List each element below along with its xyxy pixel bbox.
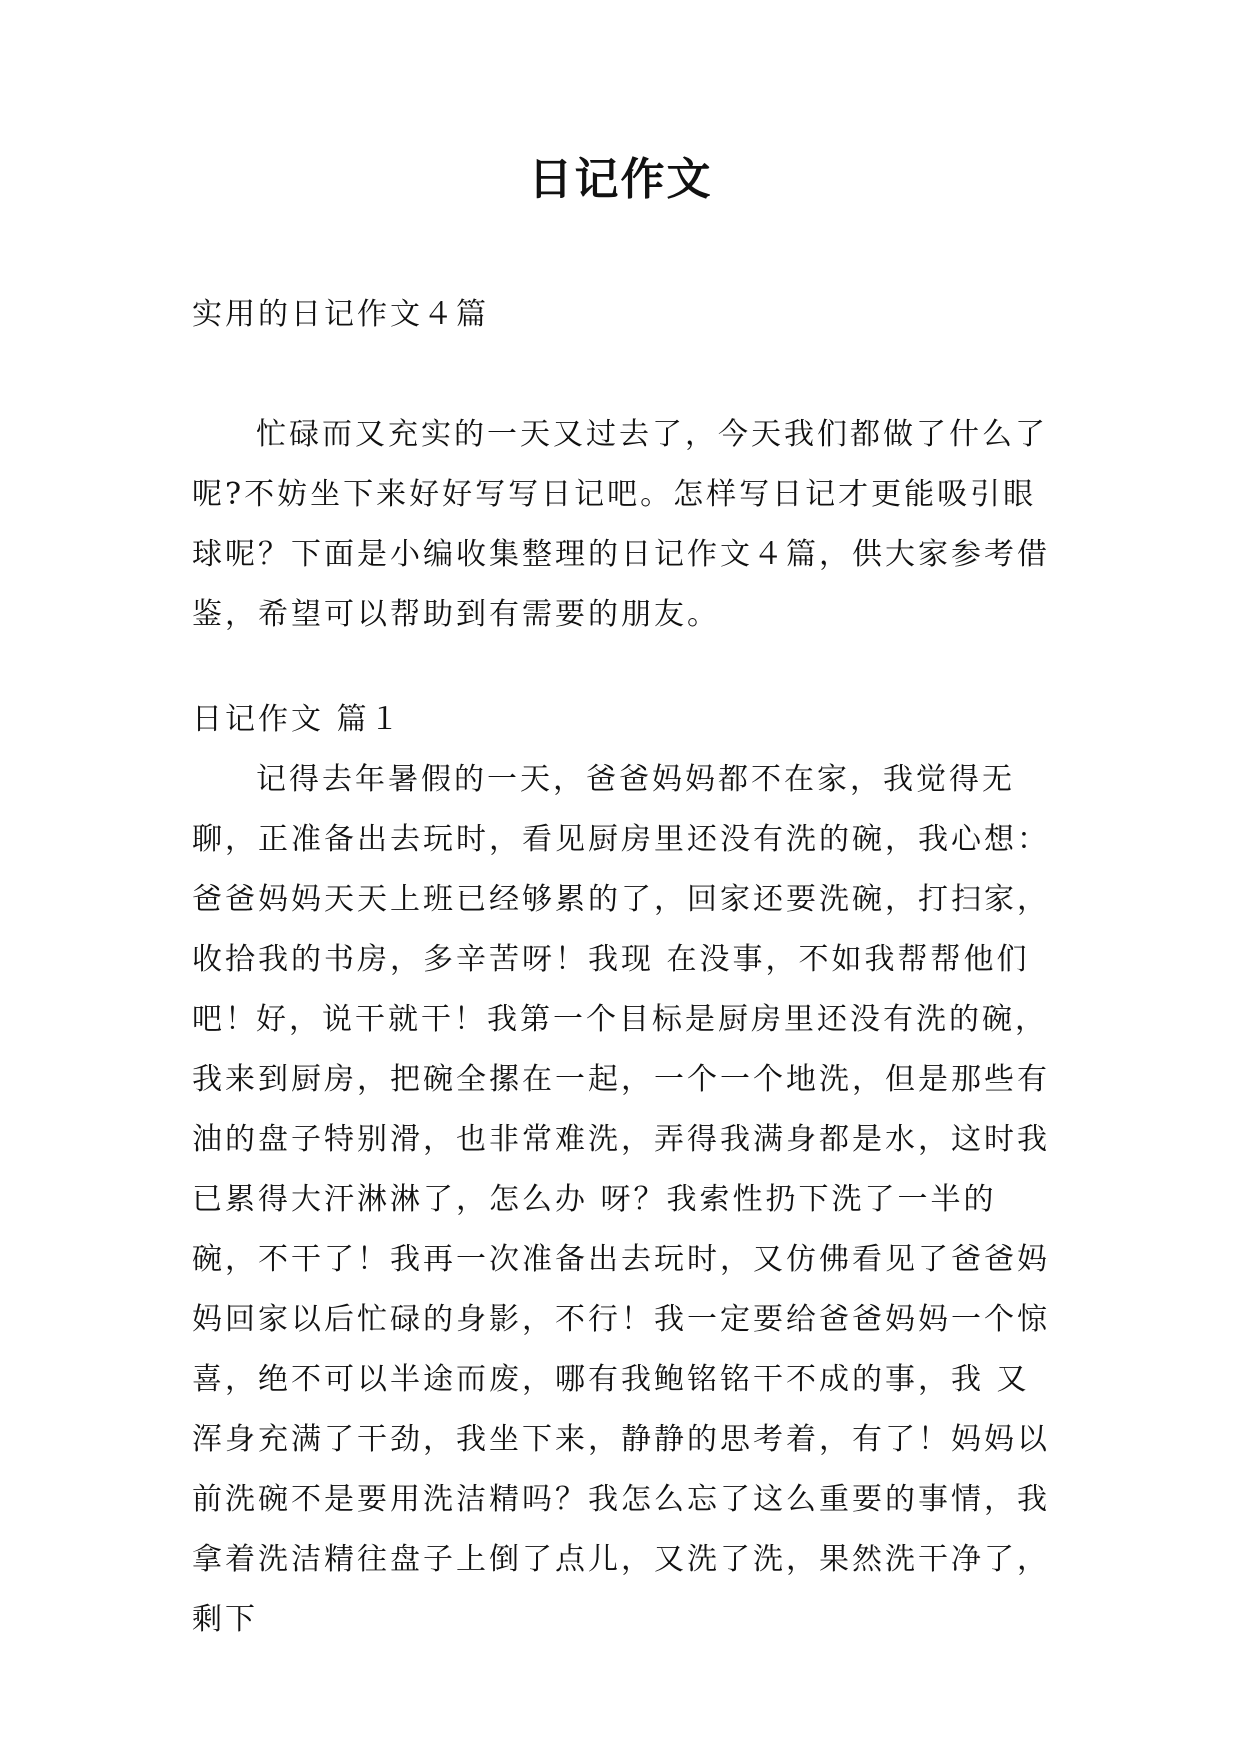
document-subtitle: 实用的日记作文４篇 xyxy=(192,297,489,332)
body-paragraph-2: 好，说干就干！我第一个目标是厨房里还没有洗的碗，我来到厨房，把碗全摞在一起，一个一个地洗，但是那些有油的盘子特别滑，也非常难洗，弄得我满身都是水，这时我已累得大汗淋淋了，怎么办 呀？我索性扔下洗了一半的碗，不干了！我再一次准备出去玩时，又仿佛看见了爸爸妈妈回家以后忙碌的身影，不行！我一定要给爸爸妈妈一个惊喜，绝不可以半途而废，哪有我鲍铭铭干不成的事，我 又浑身充满了干劲，我坐下来，静静的思考着，有了！妈妈以前洗碗不是要用洗洁精吗？我怎么忘了这么重要的事情，我拿着洗洁精往盘子上倒了点儿，又洗了洗，果然洗干净了，剩下 xyxy=(192,1002,1050,1637)
body-paragraph-1: 记得去年暑假的一天，爸爸妈妈都不在家，我觉得无聊，正准备出去玩时，看见厨房里还没有洗的碗，我心想：爸爸妈妈天天上班已经够累的了，回家还要洗碗，打扫家，收拾我的书房，多辛苦呀！我现 在没事，不如我帮帮他们吧！ xyxy=(192,762,1050,1037)
intro-paragraph: 忙碌而又充实的一天又过去了，今天我们都做了什么了呢?不妨坐下来好好写写日记吧。怎样写日记才更能吸引眼球呢？下面是小编收集整理的日记作文４篇，供大家参考借鉴，希望可以帮助到有需要的朋友。 xyxy=(192,417,1050,632)
section-heading: 日记作文 篇１ xyxy=(192,702,403,737)
document-title: 日记作文 xyxy=(528,154,713,205)
